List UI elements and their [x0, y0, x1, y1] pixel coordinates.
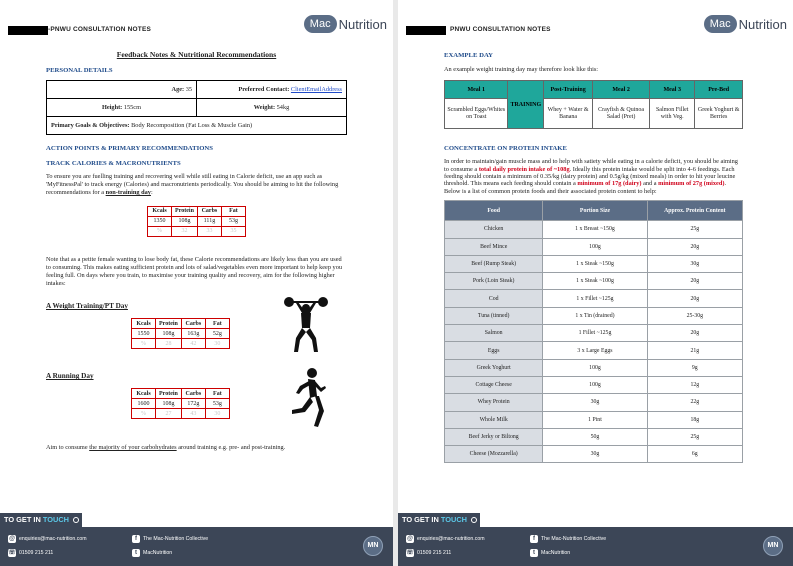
macro-header: Fat — [205, 319, 229, 329]
food-name: Whey Protein — [445, 394, 543, 411]
food-row — [445, 446, 743, 463]
get-in-touch-tag: TO GET IN TOUCH — [398, 513, 480, 527]
header-title: PNWU CONSULTATION NOTES — [450, 26, 551, 33]
macro-value: 1550 — [132, 329, 156, 339]
footer-facebook[interactable]: The Mac-Nutrition Collective — [541, 536, 607, 542]
food-row — [445, 221, 743, 238]
day-meal: Whey + Water & Banana — [544, 99, 593, 129]
macro-header: Kcals — [132, 319, 156, 329]
footer-email[interactable]: enquiries@mac-nutrition.com — [19, 536, 87, 542]
food-name: Whole Milk — [445, 411, 543, 428]
food-row — [445, 376, 743, 393]
macro-header: Kcals — [148, 206, 172, 216]
macro-pct: 30 — [205, 339, 229, 349]
carb-emphasis: the majority of your carbohydrates — [89, 444, 177, 452]
protein-heading: CONCENTRATE ON PROTEIN INTAKE — [444, 145, 567, 153]
dairy-minimum-highlight: minimum of 17g (dairy) — [577, 180, 642, 188]
macro-header: Fat — [205, 389, 229, 399]
macro-pct: 33 — [197, 226, 221, 236]
page-header — [398, 0, 793, 46]
contact-email-link[interactable]: ClientEmailAddress — [290, 86, 342, 93]
weight-value: 54kg — [276, 104, 290, 111]
protein-content: 20g — [647, 325, 742, 342]
logo-text: Nutrition — [338, 16, 387, 32]
weight-cell — [197, 99, 347, 117]
protein-content: 22g — [647, 394, 742, 411]
running-day-block — [46, 372, 347, 438]
example-day-table — [444, 80, 743, 129]
weight-training-heading: A Weight Training/PT Day — [46, 302, 128, 311]
training-cell: TRAINING — [508, 81, 544, 129]
food-row — [445, 290, 743, 307]
food-name: Beef Jerky or Biltong — [445, 428, 543, 445]
portion-size: 30g — [543, 394, 647, 411]
macro-pct: % — [148, 226, 172, 236]
weight-day-block — [46, 302, 347, 366]
macro-header: Carbs — [181, 319, 205, 329]
food-name: Tuna (tinned) — [445, 307, 543, 324]
portion-size: 100g — [543, 238, 647, 255]
protein-content: 9g — [647, 359, 742, 376]
macro-header: Carbs — [181, 389, 205, 399]
example-day-heading: EXAMPLE DAY — [444, 52, 493, 59]
age-cell — [47, 81, 197, 99]
portion-size: 1 x Steak ~100g — [543, 273, 647, 290]
day-header: Meal 3 — [650, 81, 695, 99]
personal-details-table — [46, 80, 347, 135]
day-header: Meal 2 — [593, 81, 650, 99]
track-heading: TRACK CALORIES & MACRONUTRIENTS — [46, 160, 181, 167]
macro-value: 108g — [156, 399, 182, 409]
macro-pct: 35 — [221, 226, 245, 236]
carb-text-1: Aim to consume — [46, 444, 88, 452]
food-row — [445, 359, 743, 376]
height-value: 155cm — [123, 104, 141, 111]
facebook-icon: f — [530, 535, 538, 543]
food-name: Chicken — [445, 221, 543, 238]
food-row — [445, 411, 743, 428]
page-2-content — [398, 46, 793, 463]
day-header: Meal 1 — [445, 81, 508, 99]
mixed-minimum-highlight: minimum of 27g (mixed) — [658, 180, 725, 188]
protein-content: 30g — [647, 255, 742, 272]
note-paragraph: Note that as a petite female wanting to lose body fat, these Calorie recommendations are likely less than you are used to consuming. This makes eating sufficient protein and lots of salad/vegetables even more important to help keep you feeling full. On days where you train, to maximise your training quality and recovery, aim for the following higher intakes: — [46, 255, 342, 288]
food-header: Food — [445, 201, 543, 221]
food-row — [445, 273, 743, 290]
footer-twitter[interactable]: MacNutrition — [143, 550, 173, 556]
play-icon — [73, 517, 79, 523]
macro-pct: % — [132, 339, 156, 349]
food-name: Greek Yoghurt — [445, 359, 543, 376]
phone-icon: ☏ — [8, 550, 16, 556]
weightlifter-icon — [284, 294, 328, 356]
macro-pct: 27 — [156, 409, 182, 419]
macro-value: 108g — [156, 329, 182, 339]
play-icon — [471, 517, 477, 523]
portion-size: 50g — [543, 428, 647, 445]
page-1-content — [0, 46, 393, 452]
weight-label: Weight: — [253, 104, 276, 111]
food-name: Cod — [445, 290, 543, 307]
weight-day-macro-table — [131, 318, 230, 349]
portion-size: 1 Fillet ~125g — [543, 325, 647, 342]
macro-header: Protein — [156, 319, 182, 329]
protein-paragraph: In order to maintain/gain muscle mass and to help with satiety while eating in a calorie deficit, you should be aiming to consume a total daily protein intake of ~108g. Ideally this protein intake would be split into 4-6 feedings. Each feeding should contain a minimum of 0.35/kg (dairy protein) and 0.5g/kg (mixed meals) in order to hit your leucine threshold. This means each feeding should contain a minimum of 17g (dairy) and a minimum of 27g (mixed). Below is a list of common protein foods and their associated protein content to help: — [444, 158, 738, 195]
macro-header: Carbs — [197, 206, 221, 216]
food-rows — [445, 221, 743, 463]
page-2 — [398, 0, 793, 566]
food-row — [445, 342, 743, 359]
redacted-name — [8, 26, 48, 35]
rest-day-macro-table — [147, 206, 246, 237]
food-row — [445, 428, 743, 445]
age-value: 35 — [185, 86, 192, 93]
logo-badge: Mac — [304, 15, 337, 33]
portion-size: 100g — [543, 359, 647, 376]
mn-logo: MN — [763, 536, 783, 556]
facebook-icon: f — [132, 535, 140, 543]
macro-pct: 43 — [181, 409, 205, 419]
protein-content: 25g — [647, 221, 742, 238]
document-title: Feedback Notes & Nutritional Recommendations — [116, 50, 277, 59]
track-end: : — [150, 189, 153, 197]
footer-facebook[interactable]: The Mac-Nutrition Collective — [143, 536, 209, 542]
header-title: -PNWU CONSULTATION NOTES — [48, 26, 152, 33]
redacted-name — [406, 26, 446, 35]
protein-content: 6g — [647, 446, 742, 463]
food-name: Eggs — [445, 342, 543, 359]
food-row — [445, 238, 743, 255]
contact-label: Preferred Contact: — [238, 86, 290, 93]
food-row — [445, 255, 743, 272]
height-label: Height: — [101, 104, 123, 111]
macro-pct: 42 — [181, 339, 205, 349]
food-name: Beef Mince — [445, 238, 543, 255]
example-day-intro: An example weight training day may therefore look like this: — [444, 66, 599, 73]
goals-value: Body Recomposition (Fat Loss & Muscle Gain) — [131, 122, 253, 129]
macro-value: 1600 — [132, 399, 156, 409]
mac-nutrition-logo — [304, 15, 387, 33]
footer-twitter[interactable]: MacNutrition — [541, 550, 571, 556]
day-meal: Scrambled Eggs/Whites on Toast — [445, 99, 508, 129]
portion-size: 30g — [543, 446, 647, 463]
macro-value: 111g — [197, 216, 221, 226]
page-1 — [0, 0, 393, 566]
food-name: Beef (Rump Steak) — [445, 255, 543, 272]
email-icon: @ — [407, 536, 413, 542]
protein-content: 25g — [647, 428, 742, 445]
day-meal: Salmon Fillet with Veg. — [650, 99, 695, 129]
portion-size: 1 x Fillet ~125g — [543, 290, 647, 307]
macro-pct: 30 — [205, 409, 229, 419]
phone-icon: ☏ — [406, 550, 414, 556]
email-icon: @ — [9, 536, 15, 542]
portion-header: Portion Size — [543, 201, 647, 221]
macro-value: 53g — [205, 399, 229, 409]
day-meal: Crayfish & Quinoa Salad (Pret) — [593, 99, 650, 129]
protein-content: 20g — [647, 290, 742, 307]
logo-badge: Mac — [704, 15, 737, 33]
portion-size: 1 x Steak ~150g — [543, 255, 647, 272]
protein-content: 18g — [647, 411, 742, 428]
twitter-icon: t — [530, 549, 538, 557]
portion-size: 100g — [543, 376, 647, 393]
macro-header: Protein — [172, 206, 198, 216]
protein-content: 25-30g — [647, 307, 742, 324]
running-day-macro-table — [131, 388, 230, 419]
page-footer — [398, 513, 793, 566]
portion-size: 1 x Tin (drained) — [543, 307, 647, 324]
portion-size: 1 Pint — [543, 411, 647, 428]
protein-target-highlight: total daily protein intake of ~108g — [478, 165, 570, 173]
runner-icon — [288, 366, 328, 432]
protein-content: 12g — [647, 376, 742, 393]
track-text: To ensure you are fuelling training and recovering well while still eating in Calorie deficit, use an app such as 'MyFitnessPal' to track energy (Calories) and macronutrients periodically. You should be aiming to hit the following recommendations for a — [46, 173, 339, 197]
goals-label: Primary Goals & Objectives: — [51, 122, 130, 129]
page-header — [0, 0, 393, 46]
food-row — [445, 307, 743, 324]
logo-text: Nutrition — [738, 16, 787, 32]
footer-phone[interactable]: 01509 215 211 — [417, 550, 452, 556]
macro-header: Fat — [221, 206, 245, 216]
day-meal: Greek Yoghurt & Berries — [695, 99, 743, 129]
day-header: Pre-Bed — [695, 81, 743, 99]
macro-header: Kcals — [132, 389, 156, 399]
height-cell — [47, 99, 197, 117]
macro-value: 52g — [205, 329, 229, 339]
macro-pct: % — [132, 409, 156, 419]
page-footer — [0, 513, 393, 566]
protein-content: 21g — [647, 342, 742, 359]
track-paragraph — [46, 173, 347, 198]
macro-pct: 32 — [172, 226, 198, 236]
personal-details-heading: PERSONAL DETAILS — [46, 67, 113, 74]
food-name: Cottage Cheese — [445, 376, 543, 393]
carb-text-2: around training e.g. pre- and post-training. — [178, 444, 286, 452]
macro-value: 163g — [181, 329, 205, 339]
mac-nutrition-logo — [704, 15, 787, 33]
food-name: Pork (Loin Steak) — [445, 273, 543, 290]
protein-foods-table — [444, 200, 743, 463]
macro-value: 1350 — [148, 216, 172, 226]
protein-header: Approx. Protein Content — [647, 201, 742, 221]
action-points-heading: ACTION POINTS & PRIMARY RECOMMENDATIONS — [46, 145, 213, 152]
footer-email[interactable]: enquiries@mac-nutrition.com — [417, 536, 485, 542]
macro-pct: 28 — [156, 339, 182, 349]
food-row — [445, 394, 743, 411]
protein-content: 20g — [647, 273, 742, 290]
footer-phone[interactable]: 01509 215 211 — [19, 550, 54, 556]
food-name: Salmon — [445, 325, 543, 342]
macro-value: 172g — [181, 399, 205, 409]
mn-logo: MN — [363, 536, 383, 556]
protein-content: 20g — [647, 238, 742, 255]
get-in-touch-tag: TO GET IN TOUCH — [0, 513, 82, 527]
contact-cell — [197, 81, 347, 99]
portion-size: 1 x Breast ~150g — [543, 221, 647, 238]
macro-value: 53g — [221, 216, 245, 226]
food-row — [445, 325, 743, 342]
twitter-icon: t — [132, 549, 140, 557]
macro-value: 108g — [172, 216, 198, 226]
food-name: Cheese (Mozzarella) — [445, 446, 543, 463]
day-header: Post-Training — [544, 81, 593, 99]
running-day-heading: A Running Day — [46, 372, 94, 381]
carbohydrates-paragraph — [46, 444, 347, 452]
non-training-day-emphasis: non-training day — [105, 189, 151, 197]
age-label: Age: — [171, 86, 185, 93]
macro-header: Protein — [156, 389, 182, 399]
portion-size: 3 x Large Eggs — [543, 342, 647, 359]
goals-cell — [47, 117, 347, 135]
